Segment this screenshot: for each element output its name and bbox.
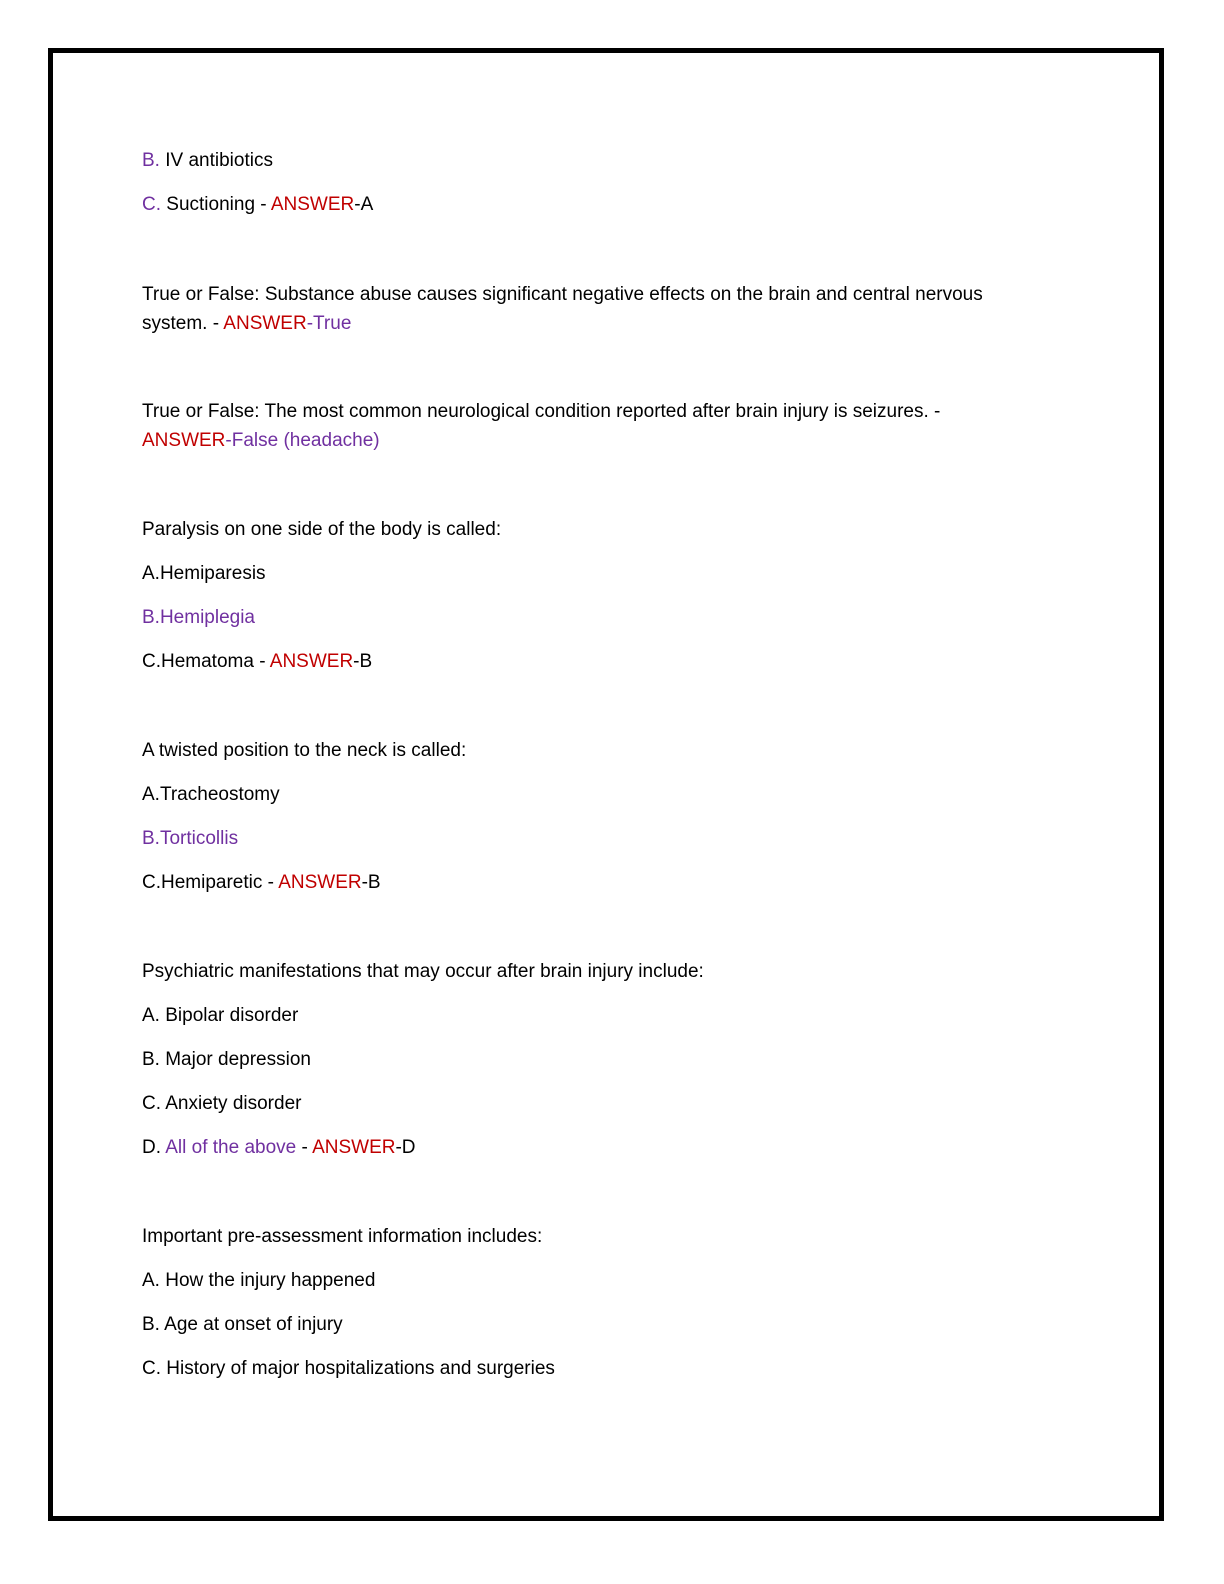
q1-question-line2-text: system. - — [142, 313, 224, 334]
q3-answer-value: -B — [353, 651, 373, 672]
q4-answer-value: -B — [361, 872, 381, 893]
q0-option-c — [142, 191, 1042, 218]
q5-question: Psychiatric manifestations that may occur after brain injury include: — [142, 961, 704, 982]
q5-option-d-text: All of the above — [165, 1137, 297, 1158]
q3-option-b: B.Hemiplegia — [142, 607, 255, 628]
q0-option-b — [142, 147, 1042, 174]
q4-option-c-text: C.Hemiparetic - — [142, 872, 279, 893]
q1-answer-value: -True — [306, 313, 352, 334]
q6-option-a: A. How the injury happened — [142, 1270, 376, 1291]
q3-answer-label: ANSWER — [269, 651, 354, 672]
q0-option-c-text: Suctioning - — [161, 194, 271, 215]
q1-answer-label: ANSWER — [223, 313, 307, 334]
q6-option-c: C. History of major hospitalizations and surgeries — [142, 1358, 555, 1379]
q2-answer-value: -False (headache) — [225, 430, 380, 451]
q0-option-b-letter: B. — [142, 150, 160, 171]
q5-option-a: A. Bipolar disorder — [142, 1005, 299, 1026]
q1-question-line2 — [142, 309, 1042, 338]
q4-option-a: A.Tracheostomy — [142, 784, 280, 805]
q3-option-a: A.Hemiparesis — [142, 563, 266, 584]
q3-option-c — [142, 648, 1042, 675]
q5-answer-value: -D — [395, 1137, 416, 1158]
q5-option-b: B. Major depression — [142, 1049, 311, 1070]
q4-question: A twisted position to the neck is called: — [142, 740, 467, 761]
q5-option-c: C. Anxiety disorder — [142, 1093, 302, 1114]
q5-option-d-letter: D. — [142, 1137, 166, 1158]
q3-question: Paralysis on one side of the body is called: — [142, 519, 502, 540]
q0-option-c-letter: C. — [142, 194, 161, 215]
q5-option-d-sep: - — [296, 1137, 313, 1158]
q6-option-b: B. Age at onset of injury — [142, 1314, 343, 1335]
q0-option-b-text: IV antibiotics — [159, 150, 273, 171]
q0-answer-value: -A — [354, 194, 374, 215]
q2-question-line2 — [142, 426, 1042, 455]
q4-answer-label: ANSWER — [278, 872, 362, 893]
q0-answer-label: ANSWER — [270, 194, 355, 215]
q5-answer-label: ANSWER — [312, 1137, 396, 1158]
q6-question: Important pre-assessment information includes: — [142, 1226, 543, 1247]
document-content — [142, 147, 1042, 1382]
q2-question-line1: True or False: The most common neurological condition reported after brain injury is seizures. - — [142, 401, 941, 422]
q5-option-d — [142, 1134, 1042, 1161]
q2-answer-label: ANSWER — [142, 430, 226, 451]
q1-question-line1: True or False: Substance abuse causes significant negative effects on the brain and central nervous — [142, 284, 983, 305]
q3-option-c-text: C.Hematoma - — [142, 651, 270, 672]
q4-option-c — [142, 869, 1042, 896]
q4-option-b: B.Torticollis — [142, 828, 239, 849]
